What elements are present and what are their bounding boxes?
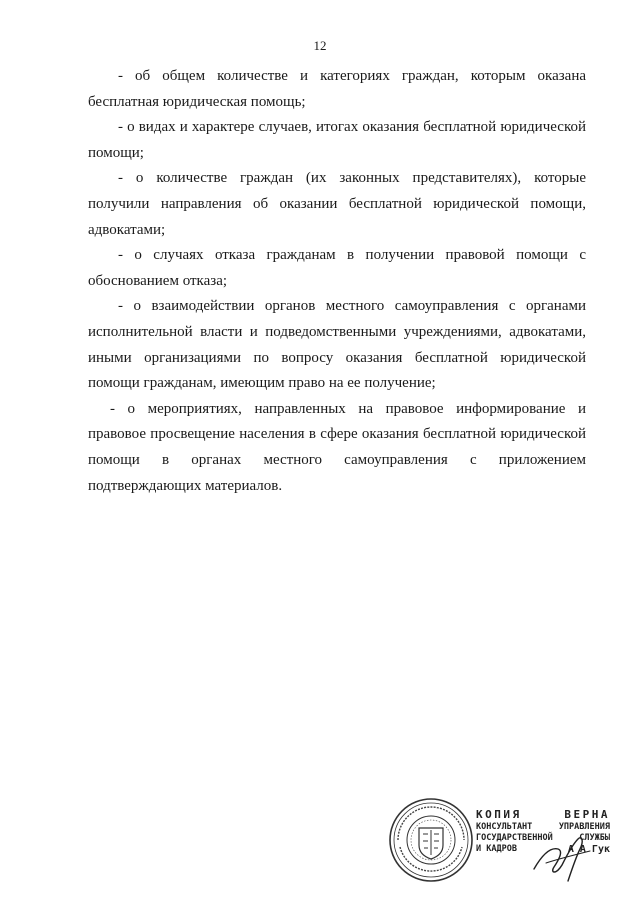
stamp-department-line3: И КАДРОВ <box>476 844 517 854</box>
page-number: 12 <box>313 38 327 53</box>
stamp-position: КОНСУЛЬТАНТ <box>476 822 533 832</box>
document-body <box>88 64 586 499</box>
signature-icon <box>528 825 598 885</box>
stamp-department-line2: ГОСУДАРСТВЕННОЙ <box>476 833 553 843</box>
paragraph: - о количестве граждан (их законных представителях), которые получили направления об оказании бесплатной юридической помощи, адвокатами; <box>88 170 586 238</box>
stamp-department-line2-right: СЛУЖБЫ <box>579 833 610 843</box>
stamp-copy-word: КОПИЯ <box>476 808 522 821</box>
stamp-signer-name: А А Гук <box>567 844 610 855</box>
paragraph: - о мероприятиях, направленных на правовое информирование и правовое просвещение населения в сфере оказания бесплатной юридической помощи в органах местного самоуправления с приложением подтверждающих материалов. <box>88 400 586 494</box>
paragraph: - о взаимодействии органов местного самоуправления с органами исполнительной власти и подведомственными учреждениями, адвокатами, иными организациями по вопросу оказания бесплатной юридической помощи гражданам, имеющим право на ее получение; <box>88 298 586 392</box>
certification-stamp <box>388 797 610 897</box>
paragraph: - об общем количестве и категориях граждан, которым оказана бесплатная юридическая помощь; <box>88 68 586 110</box>
stamp-true-word: ВЕРНА <box>564 808 610 821</box>
paragraph: - о видах и характере случаев, итогах оказания бесплатной юридической помощи; <box>88 119 586 161</box>
round-seal-icon <box>388 797 474 883</box>
paragraph: - о случаях отказа гражданам в получении правовой помощи с обоснованием отказа; <box>88 247 586 289</box>
stamp-department: УПРАВЛЕНИЯ <box>558 822 610 832</box>
